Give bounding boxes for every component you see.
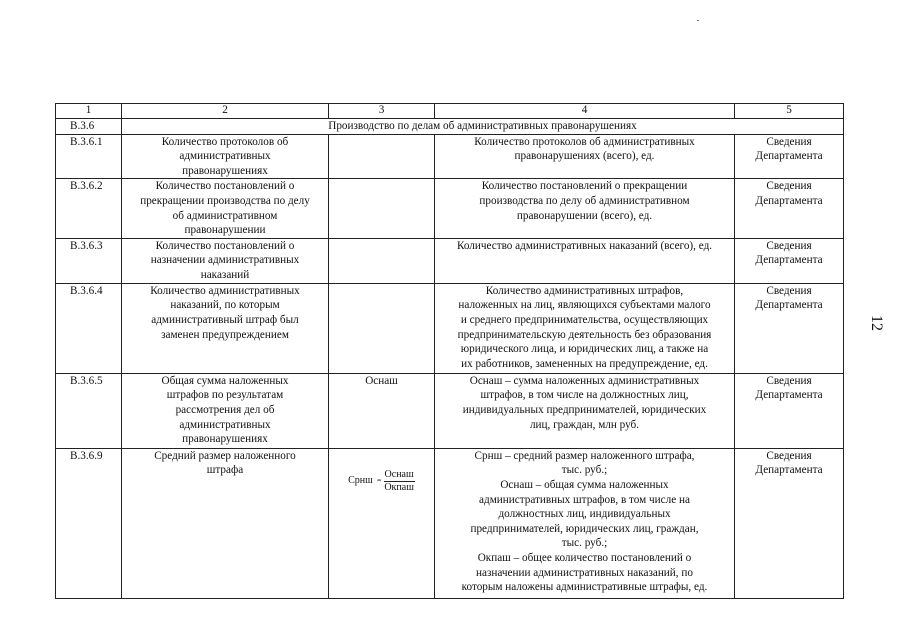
table-row <box>56 134 844 179</box>
scan-speck <box>697 20 699 21</box>
formula-numerator: Оснаш <box>384 468 414 480</box>
section-row <box>56 119 844 135</box>
indicator-table <box>55 103 844 599</box>
row-code: В.3.6.2 <box>56 179 122 238</box>
formula-denominator: Окпаш <box>384 481 414 493</box>
section-code: В.3.6 <box>56 119 122 135</box>
row-formula <box>329 448 435 598</box>
row-source: Сведения Департамента <box>735 283 844 373</box>
header-col-5: 5 <box>735 104 844 119</box>
row-name: Количество административных наказаний, по которым административный штраф был заменен предупреждением <box>122 283 329 373</box>
row-description: Срнш – средний размер наложенного штрафа, тыс. руб.; Оснаш – общая сумма наложенных административных штрафов, в том числе на должностных лиц, индивидуальных предпринимателей, юридических лиц, граждан, тыс. руб.; Окпаш – общее количество постановлений о назначении административных наказаний, по которым наложены административные штрафы, ед. <box>435 448 735 598</box>
row-source: Сведения Департамента <box>735 134 844 179</box>
row-formula: Оснаш <box>329 373 435 448</box>
row-name: Средний размер наложенного штрафа <box>122 448 329 598</box>
row-code: В.3.6.1 <box>56 134 122 179</box>
formula-lhs: Срнш <box>348 474 373 486</box>
header-row <box>56 104 844 119</box>
row-code: В.3.6.9 <box>56 448 122 598</box>
row-name: Количество постановлений о прекращении производства по делу об административном правонарушении <box>122 179 329 238</box>
row-source: Сведения Департамента <box>735 448 844 598</box>
formula-fraction <box>383 469 415 494</box>
row-source: Сведения Департамента <box>735 179 844 238</box>
row-name: Общая сумма наложенных штрафов по результатам рассмотрения дел об административных правонарушениях <box>122 373 329 448</box>
table-row <box>56 238 844 283</box>
header-col-2: 2 <box>122 104 329 119</box>
row-description: Количество административных наказаний (всего), ед. <box>435 238 735 283</box>
row-description: Количество административных штрафов, наложенных на лиц, являющихся субъектами малого и среднего предпринимательства, осуществляющих предпринимательскую деятельность без образования юридического лица, и юридических лиц, а также на их работников, замененных на предупреждение, ед. <box>435 283 735 373</box>
section-title: Производство по делам об административных правонарушениях <box>122 119 844 135</box>
row-formula <box>329 179 435 238</box>
page-number: 12 <box>868 315 885 331</box>
table-row <box>56 179 844 238</box>
formula-equals: = <box>376 475 382 485</box>
row-name: Количество протоколов об административных правонарушениях <box>122 134 329 179</box>
header-col-3: 3 <box>329 104 435 119</box>
row-code: В.3.6.5 <box>56 373 122 448</box>
row-formula <box>329 283 435 373</box>
row-formula <box>329 238 435 283</box>
row-code: В.3.6.3 <box>56 238 122 283</box>
row-source: Сведения Департамента <box>735 238 844 283</box>
row-code: В.3.6.4 <box>56 283 122 373</box>
header-col-1: 1 <box>56 104 122 119</box>
average-fine-formula <box>348 469 415 494</box>
table-row <box>56 448 844 598</box>
header-col-4: 4 <box>435 104 735 119</box>
row-description: Оснаш – сумма наложенных административных штрафов, в том числе на должностных лиц, индивидуальных предпринимателей, юридических лиц, граждан, млн руб. <box>435 373 735 448</box>
table-row <box>56 373 844 448</box>
row-source: Сведения Департамента <box>735 373 844 448</box>
row-name: Количество постановлений о назначении административных наказаний <box>122 238 329 283</box>
row-description: Количество протоколов об административных правонарушениях (всего), ед. <box>435 134 735 179</box>
table-row <box>56 283 844 373</box>
row-formula <box>329 134 435 179</box>
row-description: Количество постановлений о прекращении производства по делу об административном правонарушении (всего), ед. <box>435 179 735 238</box>
